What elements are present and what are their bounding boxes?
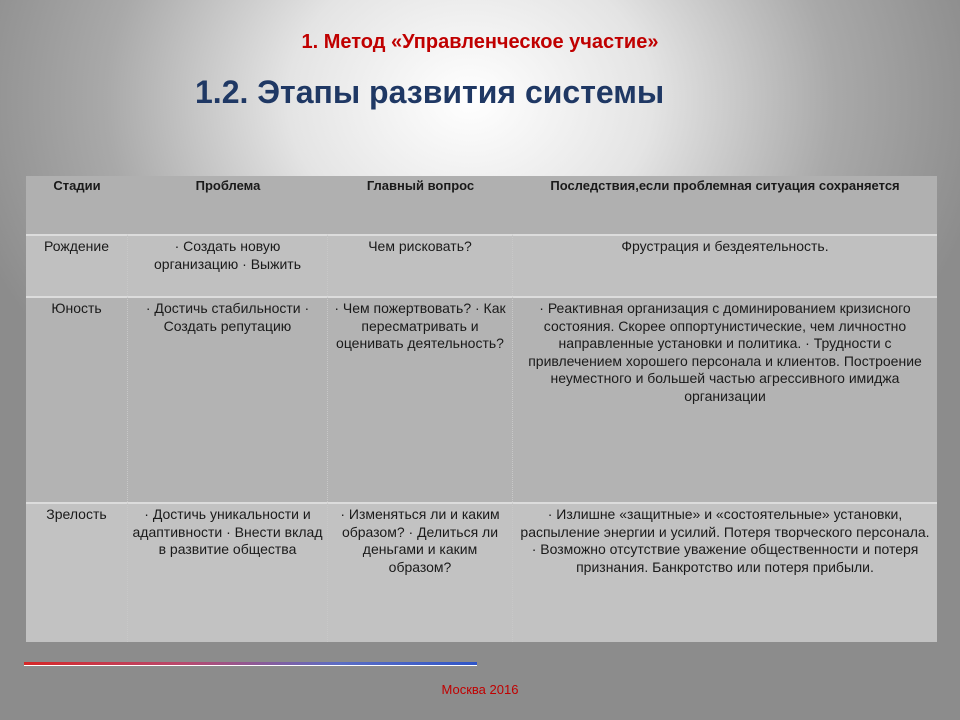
problem-cell: · Создать новую организацию · Выжить bbox=[128, 234, 328, 296]
problem-cell: · Достичь уникальности и адаптивности · Внести вклад в развитие общества bbox=[128, 502, 328, 642]
table-row bbox=[26, 502, 937, 642]
question-cell: · Изменяться ли и каким образом? · Делиться ли деньгами и каким образом? bbox=[328, 502, 513, 642]
stage-cell: Юность bbox=[26, 296, 128, 502]
header-consequences: Последствия,если проблемная ситуация сохраняется bbox=[550, 178, 900, 193]
consequences-cell: · Реактивная организация с доминированием кризисного состояния. Скорее оппортунистические, чем личностно направленные установки и политика. · Трудности с привлечением хорошего персонала и клиентов. Построение неуместного и большей частью агрессивного имиджа организации bbox=[513, 296, 937, 502]
footer-location-year: Москва 2016 bbox=[441, 682, 519, 697]
section-title: 1.2. Этапы развития системы bbox=[195, 74, 665, 110]
header-stages: Стадии bbox=[53, 178, 101, 193]
header-main-question: Главный вопрос bbox=[366, 178, 475, 193]
consequences-cell: · Излишне «защитные» и «состоятельные» установки, распыление энергии и усилий. Потеря творческого персонала. · Возможно отсутствие уважение общественности и потеря признания. Банкротство или потеря прибыли. bbox=[513, 502, 937, 642]
problem-cell: · Достичь стабильности · Создать репутацию bbox=[128, 296, 328, 502]
table-row bbox=[26, 296, 937, 502]
table-header-row bbox=[26, 176, 937, 234]
method-title: 1. Метод «Управленческое участие» bbox=[301, 31, 659, 53]
stage-cell: Рождение bbox=[26, 234, 128, 296]
stage-cell: Зрелость bbox=[26, 502, 128, 642]
question-cell: · Чем пожертвовать? · Как пересматривать и оценивать деятельность? bbox=[328, 296, 513, 502]
question-cell: Чем рисковать? bbox=[328, 234, 513, 296]
header-problem: Проблема bbox=[195, 178, 261, 193]
footer-divider bbox=[24, 662, 477, 666]
table-row bbox=[26, 234, 937, 296]
stages-table bbox=[26, 176, 937, 642]
consequences-cell: Фрустрация и бездеятельность. bbox=[513, 234, 937, 296]
